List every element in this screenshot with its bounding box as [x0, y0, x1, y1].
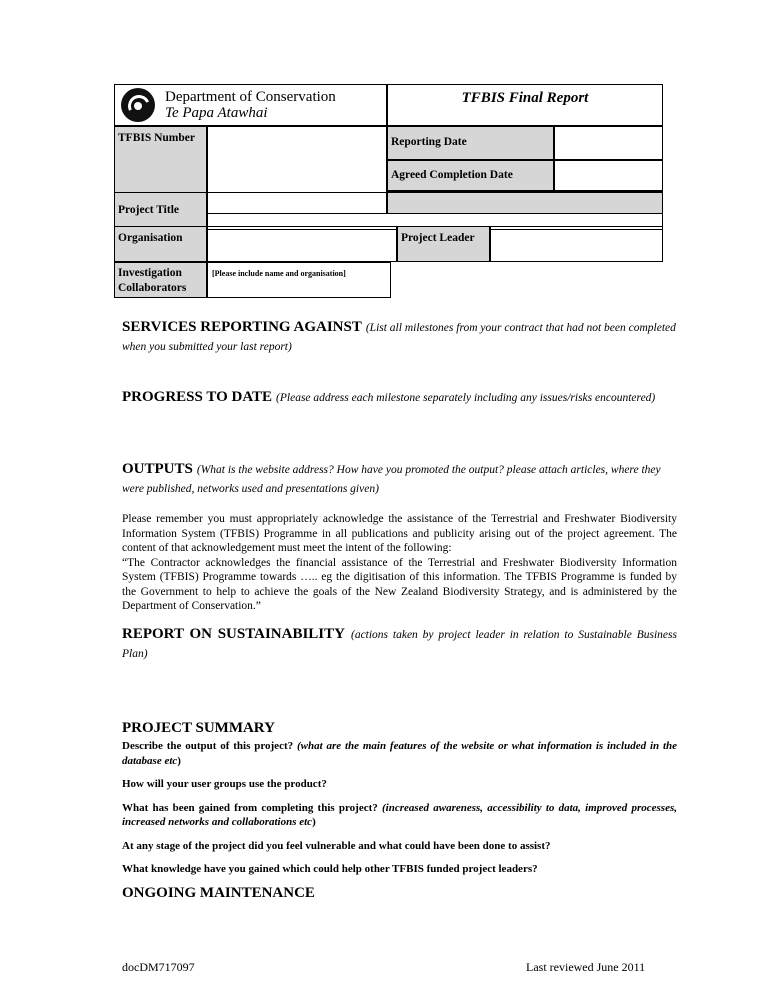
summary-section — [122, 720, 677, 877]
organisation-label: Organisation — [114, 226, 207, 262]
collaborators-note[interactable]: [Please include name and organisation] — [207, 262, 391, 298]
logo-cell — [114, 84, 387, 126]
summary-heading: PROJECT SUMMARY — [122, 720, 275, 736]
tfbis-number-label: TFBIS Number — [114, 126, 207, 214]
reporting-date-field[interactable] — [554, 126, 663, 160]
project-title-label: Project Title — [114, 192, 207, 230]
summary-question-5: What knowledge have you gained which could help other TFBIS funded project leaders? — [122, 863, 538, 875]
project-leader-field[interactable] — [490, 226, 663, 262]
footer-reviewed: Last reviewed June 2011 — [526, 960, 646, 974]
sustainability-section — [122, 625, 677, 663]
maintenance-heading: ONGOING MAINTENANCE — [122, 885, 315, 901]
maintenance-section — [122, 885, 677, 902]
acknowledgement-quote: “The Contractor acknowledges the financial assistance of the Terrestrial and Freshwater Biodiversity Information System (TFBIS) Programme towards ….. eg the digitisation of this information. The TFBIS Programme is funded by the Government to help to achieve the goals of the New Zealand Biodiversity Strategy, and is administered by the Department of Conservation.” — [122, 556, 677, 612]
org-maori-name: Te Papa Atawhai — [165, 105, 268, 121]
progress-heading: PROGRESS TO DATE — [122, 389, 273, 405]
agreed-completion-date-field[interactable] — [554, 160, 663, 191]
acknowledgement-text: Please remember you must appropriately acknowledge the assistance of the Terrestrial and Freshwater Biodiversity Information System (TFBIS) Programme in all publications and publicity arising out of the project agreement. The content of that acknowledgement must meet the intent of the following: — [122, 513, 677, 554]
services-heading: SERVICES REPORTING AGAINST — [122, 319, 362, 335]
progress-hint: (Please address each milestone separately including any issues/risks encountered) — [276, 392, 656, 404]
outputs-heading: OUTPUTS — [122, 461, 193, 477]
sustainability-hint: (actions taken by project leader in relation to Sustainable Business Plan) — [122, 629, 677, 660]
summary-question-2: How will your user groups use the product? — [122, 778, 327, 790]
report-title: TFBIS Final Report — [387, 84, 663, 126]
reporting-date-label: Reporting Date — [387, 126, 554, 160]
sustainability-heading: REPORT ON SUSTAINABILITY — [122, 626, 345, 642]
organisation-field[interactable] — [207, 226, 397, 262]
services-hint: (List all milestones from your contract that had not been completed when you submitted your last report) — [122, 322, 676, 353]
org-name: Department of Conservation — [165, 89, 336, 105]
summary-question-3: What has been gained from completing this project? (increased awareness, accessibility to data, improved processes, increased networks and collaborations etc) — [122, 801, 677, 828]
agreed-completion-date-label: Agreed Completion Date — [387, 160, 554, 191]
footer-doc-id: docDM717097 — [122, 960, 195, 974]
doc-logo-icon — [121, 88, 155, 122]
outputs-section — [122, 460, 677, 614]
services-section — [122, 318, 677, 356]
outputs-hint: (What is the website address? How have you promoted the output? please attach articles, where they were published, networks used and presentations given) — [122, 464, 661, 495]
progress-section — [122, 388, 677, 407]
collaborators-label: Investigation Collaborators — [114, 262, 207, 298]
report-header-form — [114, 84, 663, 298]
project-leader-label: Project Leader — [397, 226, 490, 262]
summary-question-1: Describe the output of this project? (what are the main features of the website or what information is included in the database etc) — [122, 740, 678, 767]
project-title-field[interactable] — [207, 192, 663, 230]
summary-question-4: At any stage of the project did you feel vulnerable and what could have been done to assist? — [122, 839, 551, 852]
